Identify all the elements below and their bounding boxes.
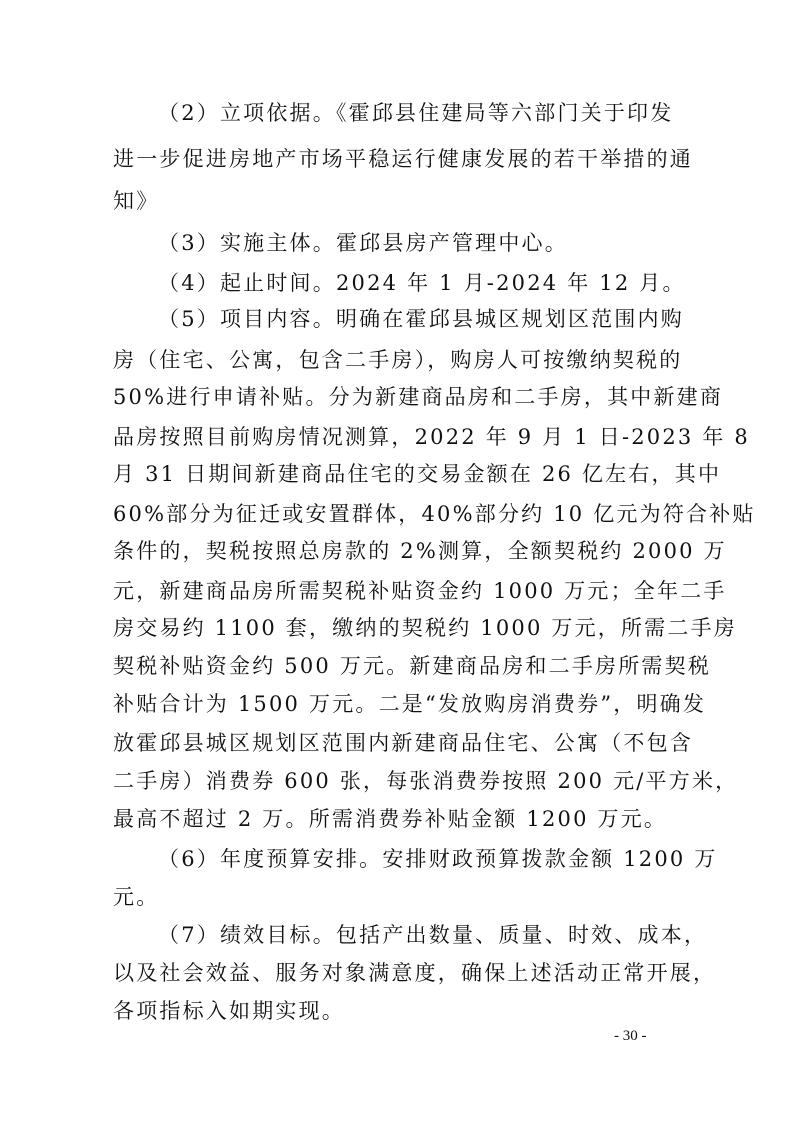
text-line: 进一步促进房地产市场平稳运行健康发展的若干举措的通	[113, 147, 693, 171]
text-line: 元。	[113, 885, 160, 909]
text-line: 60%部分为征迁或安置群体，40%部分约 10 亿元为符合补贴	[113, 502, 756, 526]
text-line: 条件的，契税按照总房款的 2%测算，全额契税约 2000 万	[113, 539, 727, 563]
text-line: 月 31 日期间新建商品住宅的交易金额在 26 亿左右，其中	[113, 462, 722, 486]
text-line: 最高不超过 2 万。所需消费券补贴金额 1200 万元。	[113, 807, 668, 831]
text-line: 品房按照目前购房情况测算，2022 年 9 月 1 日-2023 年 8	[113, 425, 750, 449]
text-line: （7）绩效目标。包括产出数量、质量、时效、成本，	[158, 923, 708, 947]
text-line: （4）起止时间。2024 年 1 月-2024 年 12 月。	[158, 271, 686, 295]
text-line: （6）年度预算安排。安排财政预算拨款金额 1200 万	[158, 847, 718, 871]
page-number: - 30 -	[614, 1028, 647, 1044]
text-line: 契税补贴资金约 500 万元。新建商品房和二手房所需契税	[113, 654, 712, 678]
text-line: 50%进行申请补贴。分为新建商品房和二手房，其中新建商	[113, 385, 724, 409]
text-line: 房（住宅、公寓，包含二手房），购房人可按缴纳契税的	[113, 348, 683, 372]
text-line: 房交易约 1100 套，缴纳的契税约 1000 万元，所需二手房	[113, 616, 737, 640]
text-line: 二手房）消费券 600 张，每张消费券按照 200 元/平方米，	[113, 769, 739, 793]
text-line: 以及社会效益、服务对象满意度，确保上述活动正常开展，	[113, 961, 717, 985]
text-line: （3）实施主体。霍邱县房产管理中心。	[158, 231, 568, 255]
text-line: 元，新建商品房所需契税补贴资金约 1000 万元；全年二手	[113, 579, 727, 603]
text-line: 放霍邱县城区规划区范围内新建商品住宅、公寓（不包含	[113, 731, 693, 755]
text-line: 各项指标入如期实现。	[113, 999, 345, 1023]
text-line: 补贴合计为 1500 万元。二是“发放购房消费券”，明确发	[113, 692, 707, 716]
text-line: （5）项目内容。明确在霍邱县城区规划区范围内购	[158, 307, 684, 331]
text-line: （2）立项依据。《霍邱县住建局等六部门关于印发	[158, 101, 674, 125]
text-line: 知》	[113, 189, 160, 213]
